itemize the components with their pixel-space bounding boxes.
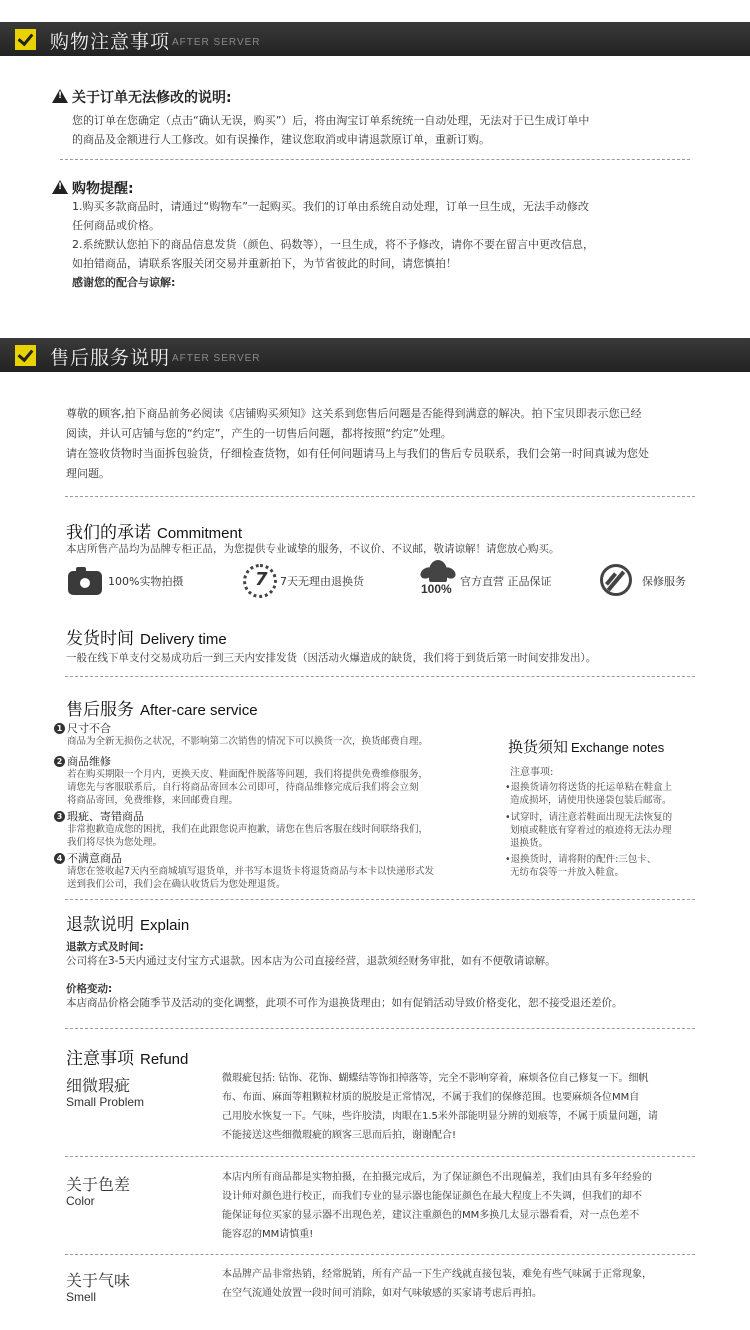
number-badge: 2 (54, 756, 65, 767)
intro-line: 理问题。 (66, 467, 110, 480)
notes-item-desc: 布、布面、麻面等粗颗粒材质的脱胶是正常情况，不属于我们的保修范围。也要麻烦各位MM自 (222, 1092, 640, 1103)
aftercare-item-desc: 非常抱歉造成您的困扰，我们在此跟您说声抱歉，请您在售后客服在线时间联络我们， (67, 824, 429, 835)
notes-item-desc: 在空气流通处放置一段时间可消除，如对气味敏感的买家请考虑后再拍。 (222, 1288, 542, 1299)
notes-item-desc: 本品牌产品非常热销，经常脱销，所有产品一下生产线就直接包装，难免有些气味属于正常现象， (222, 1269, 652, 1280)
exchange-bullet: 退换货。 (510, 838, 549, 849)
seven-day-badge: 7 (255, 569, 268, 590)
exchange-bullet: 无纺布袋等一并放入鞋盒。 (510, 867, 625, 878)
notes-item-desc: 不能接送这些细微瑕疵的顾客三思而后拍，谢谢配合! (222, 1130, 457, 1141)
heading-en: Refund (140, 1051, 189, 1068)
genuine-100-icon (420, 560, 458, 600)
aftercare-item-title: 尺寸不合 (67, 722, 111, 735)
aftercare-item-desc: 将商品寄回，免费维修，来回邮费自理。 (67, 795, 239, 806)
section-banner-after-sales (0, 338, 750, 372)
exchange-label: 注意事项: (510, 767, 554, 778)
aftercare-item-title: 商品维修 (67, 755, 111, 768)
heading-cn: 我们的承诺 (66, 523, 151, 543)
heading-en: Explain (140, 917, 190, 934)
feature-label: 7天无理由退换货 (280, 575, 364, 588)
exchange-bullet: 划痕或鞋底有穿着过的痕迹将无法办理 (510, 825, 672, 836)
number-badge: 4 (54, 853, 65, 864)
heading-cn: 退款说明 (66, 915, 134, 935)
notes-item-title: 关于气味 (66, 1271, 131, 1290)
exchange-heading (508, 736, 664, 757)
divider (65, 676, 695, 677)
heading-cn: 注意事项 (66, 1049, 134, 1069)
number-badge: 1 (54, 723, 65, 734)
notes-item-title: 细微瑕疵 (66, 1076, 131, 1095)
notes-item-desc: 能容忍的MM请慎重! (222, 1229, 314, 1240)
refund-desc: 本店商品价格会随季节及活动的变化调整，此项不可作为退换货理由；如有促销活动导致价格变化，恕不接受退还差价。 (66, 997, 623, 1009)
warning-icon (52, 180, 68, 194)
banner-title: 售后服务说明 (50, 347, 171, 369)
intro-line: 阅读，并认可店铺与您的“约定”，产生的一切售后问题，都将按照“约定”处理。 (66, 427, 452, 440)
camera-icon (68, 566, 104, 596)
heading-cn: 发货时间 (66, 629, 134, 649)
exchange-bullet: •试穿时，请注意若鞋面出现无法恢复的 (505, 812, 673, 823)
aftercare-item-desc: 若在购买期限一个月内，更换天皮、鞋面配件脱落等问题，我们将提供免费维修服务， (67, 769, 429, 780)
notes-item-desc: 能保证每位买家的显示器不出现色差，建议注重颜色的MM多换几太显示器看看，对一点色差不 (222, 1210, 640, 1221)
exchange-bullet: 造成损坏，请使用快递袋包装后邮寄。 (510, 795, 672, 806)
order-modify-line: 的商品及金额进行人工修改。如有误操作，建议您取消或申请退款原订单，重新订购。 (72, 133, 490, 146)
feature-label: 保修服务 (642, 575, 686, 588)
heading-en: Exchange notes (571, 740, 665, 755)
heading-cn: 售后服务 (66, 700, 134, 720)
intro-line: 尊敬的顾客,拍下商品前务必阅读《店铺购买须知》这关系到您售后问题是否能得到满意的解决。拍下宝贝即表示您已经 (66, 407, 642, 420)
exchange-bullet: •退换货时，请将附的配件:三包卡、 (505, 854, 657, 865)
aftercare-item-desc: 请您在签收起7天内至商城填写退货单，并书写本退货卡将退货商品与本卡以快递形式发 (67, 866, 435, 877)
aftercare-item-title: 不满意商品 (67, 852, 122, 865)
refund-subtitle: 退款方式及时间: (66, 941, 144, 953)
heading-en: Commitment (157, 525, 243, 542)
warranty-icon (600, 564, 632, 596)
divider (65, 899, 695, 900)
banner-subtitle: AFTER SERVER (172, 37, 261, 48)
genuine-badge: 100% (421, 582, 452, 596)
notes-heading (66, 1044, 188, 1069)
reminder-line: 2.系统默认您拍下的商品信息发货（颜色、码数等），一旦生成，将不予修改，请你不要在留言中更改信息， (72, 238, 594, 251)
divider (60, 159, 690, 160)
delivery-heading (66, 624, 227, 649)
aftercare-item-desc: 请您先与客服联系后，自行将商品寄回本公司即可，待商品维修完成后我们将会立刻 (67, 782, 419, 793)
notes-item-subtitle: Smell (66, 1290, 97, 1304)
number-badge: 3 (54, 811, 65, 822)
notes-item-desc: 设计师对颜色进行校正，而我们专业的显示器也能保证颜色在最大程度上不失调，但我们的却不 (222, 1191, 642, 1202)
divider (65, 496, 695, 497)
heading-cn: 换货须知 (508, 738, 569, 756)
refund-heading (66, 910, 189, 935)
notes-item-subtitle: Color (66, 1194, 95, 1208)
shopping-reminder-title: 购物提醒: (72, 181, 134, 197)
reminder-line: 如拍错商品，请联系客服关闭交易并重新拍下，为节省彼此的时间，请您慎拍！ (72, 257, 457, 270)
heading-en: Delivery time (140, 631, 227, 648)
intro-line: 请在签收货物时当面拆包验货，仔细检查货物，如有任何问题请马上与我们的售后专员联系，我们会第一时间真诚为您处 (66, 447, 649, 460)
notes-item-desc: 己用胶水恢复一下。气味，些许胶渍，肉眼在1.5米外部能明显分辨的划痕等，不属于质量问题，请 (222, 1111, 658, 1122)
heading-en: After-care service (140, 702, 258, 719)
feature-label: 100%实物拍摄 (108, 575, 184, 588)
refund-desc: 公司将在3-5天内通过支付宝方式退款。因本店为公司直接经营，退款须经财务审批，如有不便敬请谅解。 (66, 955, 556, 967)
commitment-desc: 本店所售产品均为品牌专柜正品，为您提供专业诚挚的服务，不议价、不议邮，敬请谅解！请您放心购买。 (66, 543, 560, 555)
divider (65, 1028, 695, 1029)
divider (65, 1156, 695, 1157)
aftercare-item-desc: 我们将尽快为您处理。 (67, 837, 163, 848)
notes-item-subtitle: Small Problem (66, 1095, 145, 1109)
aftercare-item-title: 瑕疵、寄错商品 (67, 810, 144, 823)
notes-item-desc: 微瑕疵包括: 钻饰、花饰、蝴蝶结等饰扣掉落等，完全不影响穿着，麻烦各位自己修复一下。细帆 (222, 1073, 649, 1084)
aftercare-item-desc: 送到我们公司，我们会在确认收货后为您处理退货。 (67, 879, 286, 890)
order-modify-title: 关于订单无法修改的说明: (72, 90, 232, 106)
checkmark-icon (15, 29, 36, 50)
warning-icon (52, 89, 68, 103)
banner-subtitle: AFTER SERVER (172, 353, 261, 364)
divider (65, 1254, 695, 1255)
notes-item-desc: 本店内所有商品都是实物拍摄，在拍摄完成后，为了保证颜色不出现偏差，我们由具有多年经验的 (222, 1172, 652, 1183)
seven-day-icon (243, 564, 277, 598)
exchange-bullet: •退换货请勿将送货的托运单粘在鞋盒上 (505, 782, 673, 793)
reminder-line: 1.购买多款商品时，请通过“购物车”一起购买。我们的订单由系统自动处理，订单一旦生成，无法手动修改 (72, 200, 589, 213)
notes-item-title: 关于色差 (66, 1175, 131, 1194)
section-banner-shopping-notice (0, 22, 750, 56)
reminder-line: 任何商品或价格。 (72, 219, 160, 232)
checkmark-icon (15, 345, 36, 366)
order-modify-line: 您的订单在您确定（点击“确认无误，购买”）后，将由淘宝订单系统统一自动处理，无法对于已生成订单中 (72, 114, 590, 127)
aftercare-item-desc: 商品为全新无损伤之状况，不影响第二次销售的情况下可以换货一次，换货邮费自理。 (67, 736, 429, 747)
delivery-desc: 一般在线下单支付交易成功后一到三天内安排发货（因活动火爆造成的缺货，我们将于到货后第一时间安排发出）。 (66, 652, 597, 664)
thanks-text: 感谢您的配合与谅解: (72, 276, 176, 289)
aftercare-heading (66, 695, 258, 720)
banner-title: 购物注意事项 (50, 31, 171, 53)
feature-label: 官方直营 正品保证 (460, 575, 552, 588)
refund-subtitle: 价格变动: (66, 983, 113, 995)
